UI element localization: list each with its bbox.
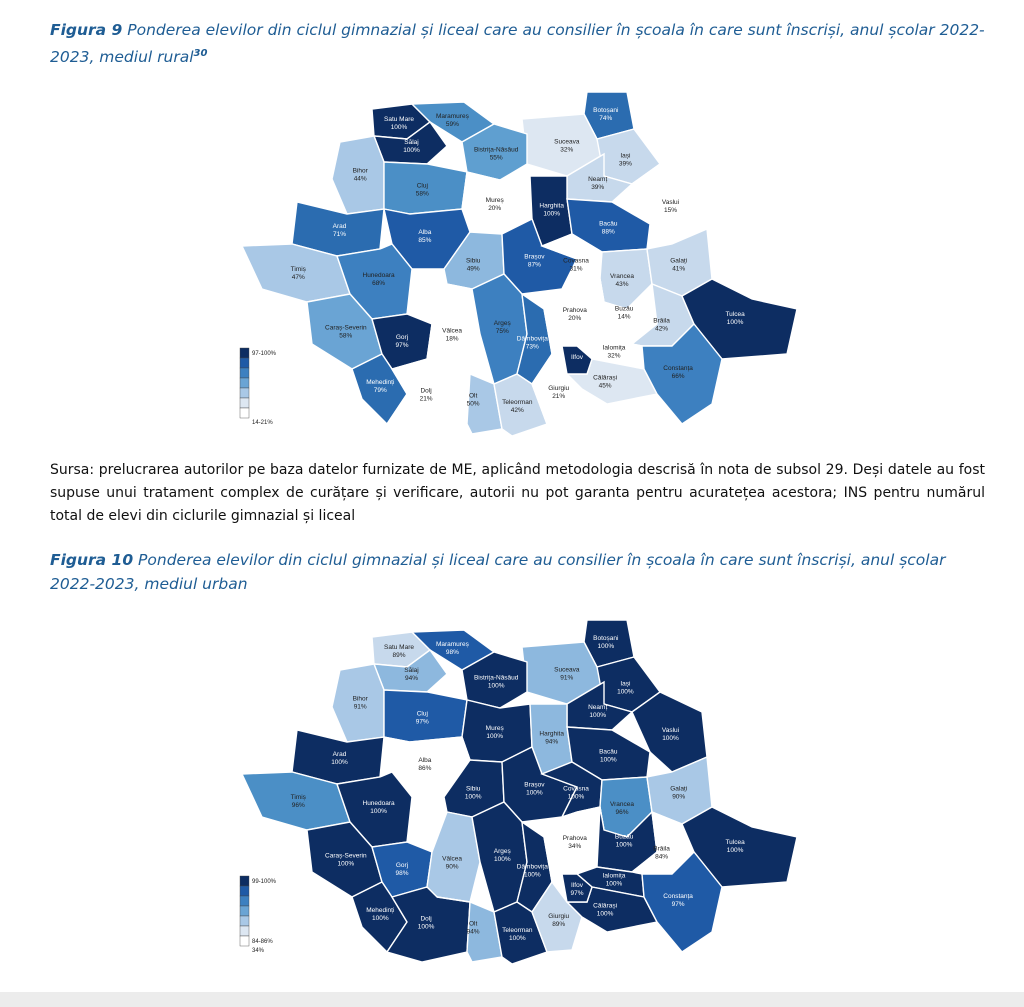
figure9-legend-swatch [240,408,249,418]
figure10-value-alba: 86% [418,765,432,773]
figure10-label-mures: Mureș [485,725,504,733]
figure10-label-bistrita-nasaud: Bistrița-Năsăud [473,674,519,682]
figure9-value-ialomita: 32% [607,352,621,360]
figure10-value-ilfov: 97% [570,889,584,897]
figure9-legend-min: 14-21% [252,420,273,426]
figure9-label-timis: Timiș [290,265,306,273]
figure9-label-brasov: Brașov [524,253,545,261]
figure10-label-vaslui: Vaslui [661,726,680,734]
figure10-label-mehedinti: Mehedinți [366,906,395,914]
figure10-label-salaj: Sălaj [404,666,419,674]
figure10-value-timis: 96% [291,801,305,809]
figure10-value-gorj: 98% [395,869,409,877]
figure9-value-olt: 50% [466,400,480,408]
source-note: Sursa: prelucrarea autorilor pe baza datelor furnizate de ME, aplicând metodologia descrisă în nota de subsol 29. Deși datele au fost supuse unui tratament complex de curățare și verificare, autorii nu pot garanta pentru acuratețea acestora; INS pentru numărul total de elevi din ciclurile gimnazial și liceal [50,462,985,524]
figure9-value-covasna: 31% [569,265,583,273]
figure9-label: Figura 9 [50,21,123,39]
figure10-value-vrancea: 96% [615,809,629,817]
figure9-legend-swatch [240,398,249,408]
figure10-label-suceava: Suceava [554,666,580,674]
figure10-legend-max: 99-100% [252,879,277,885]
figure9-value-mehedinti: 79% [373,386,387,394]
figure10-label-dolj: Dolj [420,915,432,923]
figure9-value-tulcea: 100% [726,319,744,327]
figure10-value-galati: 90% [672,793,686,801]
figure10-value-arad: 100% [331,759,348,766]
figure10-value-calarasi: 100% [596,910,614,918]
figure10-label-ialomita: Ialomița [602,872,626,880]
figure10-value-dambovita: 100% [523,871,541,879]
figure9-label-harghita: Harghita [539,202,564,210]
figure10-label-timis: Timiș [290,793,306,801]
figure9-label-sibiu: Sibiu [465,257,481,265]
figure9-value-caras-severin: 58% [339,332,353,340]
figure9-value-brasov: 87% [527,261,541,269]
figure10-label-bacau: Bacău [599,748,618,756]
figure10-label-giurgiu: Giurgiu [548,913,570,921]
viewer-bottom-bar [0,992,1024,1007]
figure10-legend-swatch [240,896,249,906]
figure9-label-valcea: Vâlcea [442,327,463,335]
figure10-value-sibiu: 100% [464,793,482,801]
figure9-value-harghita: 100% [543,210,561,218]
figure10-label-covasna: Covasna [563,785,589,793]
figure9-legend-swatch [240,368,249,378]
figure9-value-timis: 47% [291,273,305,281]
figure9-caption [50,18,985,69]
figure9-label-neamt: Neamț [588,175,608,183]
figure10-value-valcea: 90% [445,863,459,871]
figure10-value-braila: 84% [655,853,669,861]
figure10-value-harghita: 94% [545,738,559,746]
figure9-label-arad: Arad [332,223,347,230]
figure10-value-covasna: 100% [567,793,585,801]
figure9-label-buzau: Buzău [614,305,634,313]
figure10-label-galati: Galați [670,785,688,793]
figure10-label-harghita: Harghita [539,730,564,738]
figure9-legend-swatch [240,388,249,398]
figure10-label-arges: Argeș [493,848,511,856]
figure9-value-botosani: 74% [599,115,613,123]
figure10-label-sibiu: Sibiu [465,785,481,793]
figure9-value-salaj: 100% [403,146,420,154]
figure10-label-caras-severin: Caraș-Severin [325,852,367,860]
figure10-value-teleorman: 100% [508,935,526,943]
figure9-label-bistrita-nasaud: Bistrița-Năsăud [473,146,519,154]
figure10-legend-swatch [240,926,249,936]
figure10-value-ialomita: 100% [605,880,623,888]
figure9-value-buzau: 14% [617,313,631,321]
figure10-label-maramures: Maramureș [435,640,469,648]
figure9-value-neamt: 39% [591,183,605,191]
figure10-value-maramures: 98% [445,648,459,656]
figure9-label-satu-mare: Satu Mare [384,116,414,123]
figure9-label-prahova: Prahova [562,306,587,314]
figure10-value-cluj: 97% [415,718,429,726]
figure9-value-bistrita-nasaud: 55% [489,154,503,162]
figure10-map [232,612,802,972]
figure10-caption [50,548,985,596]
figure9-label-constanta: Constanța [663,364,693,372]
figure9-label-suceava: Suceava [554,138,580,146]
figure9-label-giurgiu: Giurgiu [548,385,570,393]
figure10-label-buzau: Buzău [614,833,634,841]
figure9-label-salaj: Sălaj [404,138,419,146]
figure10-value-mures: 100% [486,733,504,741]
figure10-label-prahova: Prahova [562,834,587,842]
figure10-label-alba: Alba [418,757,432,765]
figure9-label-galati: Galați [670,257,688,265]
figure9-value-galati: 41% [672,265,686,273]
figure10-label-gorj: Gorj [395,861,409,869]
figure10-value-dolj: 100% [417,923,435,931]
figure9-value-valcea: 18% [445,335,459,343]
figure10-value-satu-mare: 89% [392,652,406,659]
figure10-value-botosani: 100% [597,643,615,651]
figure9-legend-swatch [240,348,249,358]
figure9-value-iasi: 39% [618,160,632,168]
figure10-label-teleorman: Teleorman [502,927,533,935]
figure9-value-arad: 71% [332,231,347,238]
figure9-value-teleorman: 42% [510,407,524,415]
figure9-value-calarasi: 45% [598,382,612,390]
figure9-value-satu-mare: 100% [390,124,408,131]
figure10-value-bistrita-nasaud: 100% [487,682,505,690]
figure10-label-dambovita: Dâmbovița [516,863,548,871]
figure9-label-gorj: Gorj [395,333,409,341]
figure9-label-teleorman: Teleorman [502,399,533,407]
figure10-caption-text: Ponderea elevilor din ciclul gimnazial și liceal care au consilier în școala în care sunt înscriși, anul școlar 2022-2023, mediul urban [50,551,946,593]
figure10-label-neamt: Neamț [588,703,608,711]
figure10-value-giurgiu: 89% [552,921,566,929]
figure9-legend-swatch [240,358,249,368]
figure9-label-alba: Alba [418,229,432,237]
figure9-value-constanta: 66% [671,372,685,380]
figure9-label-dolj: Dolj [420,387,432,395]
figure9-label-ilfov: Ilfov [571,353,583,361]
figure10-label-constanta: Constanța [663,892,693,900]
figure10-legend-swatch [240,876,249,886]
figure9-map-svg [232,84,802,444]
figure9-label-cluj: Cluj [416,182,428,190]
figure9-label-vaslui: Vaslui [661,198,680,206]
figure9-value-vaslui: 15% [663,206,678,214]
figure10-label-arad: Arad [332,751,347,758]
figure10-value-mehedinti: 100% [371,914,389,922]
figure9-value-giurgiu: 21% [552,393,566,401]
figure10-legend-swatch [240,936,249,946]
figure9-label-botosani: Botoșani [593,107,619,115]
figure9-value-bihor: 44% [353,175,367,183]
figure9-value-dolj: 21% [419,395,433,403]
figure9-label-caras-severin: Caraș-Severin [325,324,367,332]
figure10-legend-mid: 84-86% [252,939,273,945]
figure9-value-cluj: 58% [415,190,429,198]
figure9-value-arges: 75% [495,328,509,336]
figure9-value-dambovita: 73% [525,343,539,351]
figure10-label-valcea: Vâlcea [442,855,463,863]
figure10-value-arges: 100% [493,856,511,864]
figure9-label-hunedoara: Hunedoara [362,271,395,279]
figure10-value-salaj: 94% [404,674,419,682]
figure9-label-covasna: Covasna [563,257,589,265]
figure10-label-hunedoara: Hunedoara [362,799,395,807]
figure10-legend-swatch [240,886,249,896]
figure10-legend [240,876,277,954]
figure10-value-constanta: 97% [671,900,685,908]
figure10-label-ilfov: Ilfov [571,881,583,889]
figure9-caption-text: Ponderea elevilor din ciclul gimnazial și liceal care au consilier în școala în care sunt înscriși, anul școlar 2022-2023, mediul rural [50,21,985,67]
figure9-label-vrancea: Vrancea [610,273,634,281]
figure9-label-bacau: Bacău [599,220,618,228]
figure9-label-arges: Argeș [493,320,511,328]
figure10-legend-swatch [240,916,249,926]
figure9-value-alba: 85% [418,237,432,245]
figure9-map [232,84,802,444]
figure9-label-ialomita: Ialomița [602,344,626,352]
figure10-label-bihor: Bihor [352,695,368,703]
figure10-label-brasov: Brașov [524,781,545,789]
figure10-value-buzau: 100% [615,841,633,849]
figure9-legend-max: 97-100% [252,351,277,357]
figure9-label-maramures: Maramureș [435,112,469,120]
figure9-label-bihor: Bihor [352,167,368,175]
figure10-value-bacau: 100% [599,756,617,764]
figure10-label-satu-mare: Satu Mare [384,644,414,651]
figure10-label-botosani: Botoșani [593,635,619,643]
figure9-value-suceava: 32% [560,146,574,154]
figure10-label-tulcea: Tulcea [725,839,745,847]
figure9-footnote-ref[interactable]: 30 [193,48,208,59]
figure10-value-suceava: 91% [560,674,574,682]
figure10-value-neamt: 100% [589,711,607,719]
figure10-value-tulcea: 100% [726,847,744,855]
figure10-label-cluj: Cluj [416,710,428,718]
figure10-value-vaslui: 100% [662,734,679,742]
figure9-value-bacau: 88% [601,228,615,236]
figure9-value-maramures: 59% [445,120,459,128]
figure9-value-sibiu: 49% [466,265,480,273]
figure9-label-dambovita: Dâmbovița [516,335,548,343]
figure9-label-olt: Olt [468,392,478,400]
figure10-label-braila: Brăila [653,845,670,853]
figure9-value-mures: 20% [488,205,502,213]
figure9-label-calarasi: Călărași [593,374,618,382]
figure10-value-brasov: 100% [526,789,543,797]
figure9-value-gorj: 97% [395,341,409,349]
figure9-value-braila: 42% [655,325,669,333]
figure9-label-mehedinti: Mehedinți [366,378,395,386]
figure10-value-olt: 94% [466,928,480,936]
figure10-label: Figura 10 [50,551,134,569]
figure9-value-vrancea: 43% [615,281,629,289]
figure9-label-braila: Brăila [653,317,670,325]
figure10-value-iasi: 100% [617,688,634,696]
figure10-label-vrancea: Vrancea [610,801,634,809]
figure10-legend-swatch [240,906,249,916]
figure9-value-hunedoara: 68% [372,279,386,287]
figure9-legend [240,348,277,426]
figure10-label-olt: Olt [468,920,478,928]
figure9-label-mures: Mureș [485,197,504,205]
figure10-label-iasi: Iași [620,680,631,688]
figure10-value-prahova: 34% [568,842,582,850]
figure10-value-hunedoara: 100% [370,807,387,815]
figure10-label-calarasi: Călărași [593,902,618,910]
figure10-legend-min: 34% [252,948,265,954]
figure10-value-bihor: 91% [353,703,367,711]
figure10-map-svg [232,612,802,972]
figure9-label-iasi: Iași [620,152,631,160]
figure9-label-tulcea: Tulcea [725,311,745,319]
figure9-value-prahova: 20% [568,314,582,322]
figure9-legend-swatch [240,378,249,388]
figure10-value-caras-severin: 100% [337,860,355,868]
